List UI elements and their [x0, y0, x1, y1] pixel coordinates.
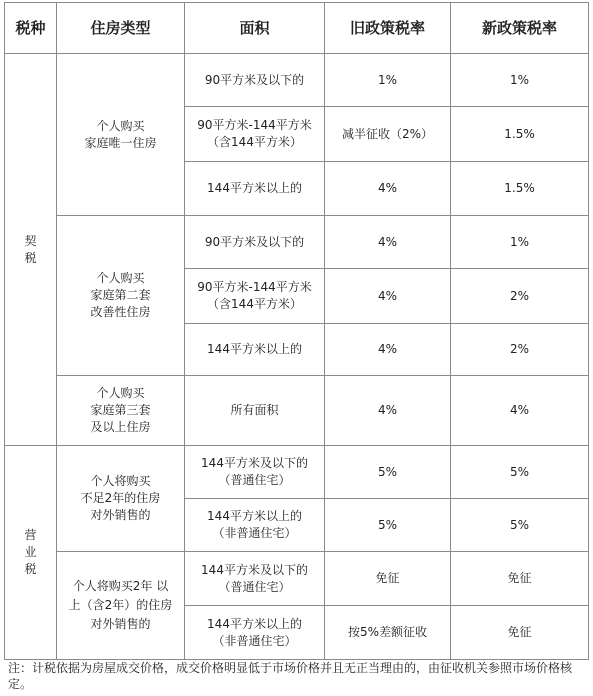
housing-type-cell: 个人将购买 不足2年的住房 对外销售的	[57, 446, 185, 552]
housing-type-cell: 个人购买 家庭第三套 及以上住房	[57, 376, 185, 446]
tax-rate-table	[4, 2, 589, 660]
header-area: 面积	[185, 3, 325, 54]
old-rate-cell: 4%	[325, 269, 451, 324]
header-old-rate: 旧政策税率	[325, 3, 451, 54]
table-row	[5, 216, 589, 269]
housing-type-cell: 个人将购买2年 以 上（含2年）的住房 对外销售的	[57, 552, 185, 660]
area-cell: 144平方米以上的	[185, 162, 325, 216]
new-rate-cell: 5%	[451, 499, 589, 552]
new-rate-cell: 1%	[451, 54, 589, 107]
new-rate-cell: 1.5%	[451, 162, 589, 216]
table-row	[5, 54, 589, 107]
table-row	[5, 446, 589, 499]
new-rate-cell: 1.5%	[451, 107, 589, 162]
old-rate-cell: 按5%差额征收	[325, 606, 451, 660]
housing-type-cell: 个人购买 家庭第二套 改善性住房	[57, 216, 185, 376]
area-cell: 144平方米及以下的 （普通住宅）	[185, 552, 325, 606]
area-cell: 90平方米及以下的	[185, 54, 325, 107]
new-rate-cell: 1%	[451, 216, 589, 269]
new-rate-cell: 免征	[451, 552, 589, 606]
old-rate-cell: 1%	[325, 54, 451, 107]
old-rate-cell: 5%	[325, 446, 451, 499]
old-rate-cell: 减半征收（2%）	[325, 107, 451, 162]
area-cell: 144平方米以上的 （非普通住宅）	[185, 606, 325, 660]
housing-type-cell: 个人购买 家庭唯一住房	[57, 54, 185, 216]
new-rate-cell: 2%	[451, 324, 589, 376]
old-rate-cell: 4%	[325, 162, 451, 216]
header-row	[5, 3, 589, 54]
new-rate-cell: 4%	[451, 376, 589, 446]
footnote: 注：计税依据为房屋成交价格，成交价格明显低于市场价格并且无正当理由的，由征收机关参照市场价格核定。	[8, 661, 573, 691]
area-cell: 90平方米-144平方米 （含144平方米）	[185, 269, 325, 324]
area-cell: 90平方米及以下的	[185, 216, 325, 269]
new-rate-cell: 5%	[451, 446, 589, 499]
area-cell: 90平方米-144平方米 （含144平方米）	[185, 107, 325, 162]
new-rate-cell: 免征	[451, 606, 589, 660]
area-cell: 144平方米以上的 （非普通住宅）	[185, 499, 325, 552]
header-type: 住房类型	[57, 3, 185, 54]
area-cell: 144平方米及以下的 （普通住宅）	[185, 446, 325, 499]
old-rate-cell: 4%	[325, 376, 451, 446]
new-rate-cell: 2%	[451, 269, 589, 324]
old-rate-cell: 4%	[325, 324, 451, 376]
area-cell: 所有面积	[185, 376, 325, 446]
table-row	[5, 376, 589, 446]
old-rate-cell: 5%	[325, 499, 451, 552]
header-new-rate: 新政策税率	[451, 3, 589, 54]
old-rate-cell: 4%	[325, 216, 451, 269]
tax-type-cell: 营 业 税	[5, 446, 57, 660]
area-cell: 144平方米以上的	[185, 324, 325, 376]
table-body	[5, 54, 589, 660]
tax-type-cell: 契 税	[5, 54, 57, 446]
old-rate-cell: 免征	[325, 552, 451, 606]
header-tax: 税种	[5, 3, 57, 54]
table-row	[5, 552, 589, 606]
